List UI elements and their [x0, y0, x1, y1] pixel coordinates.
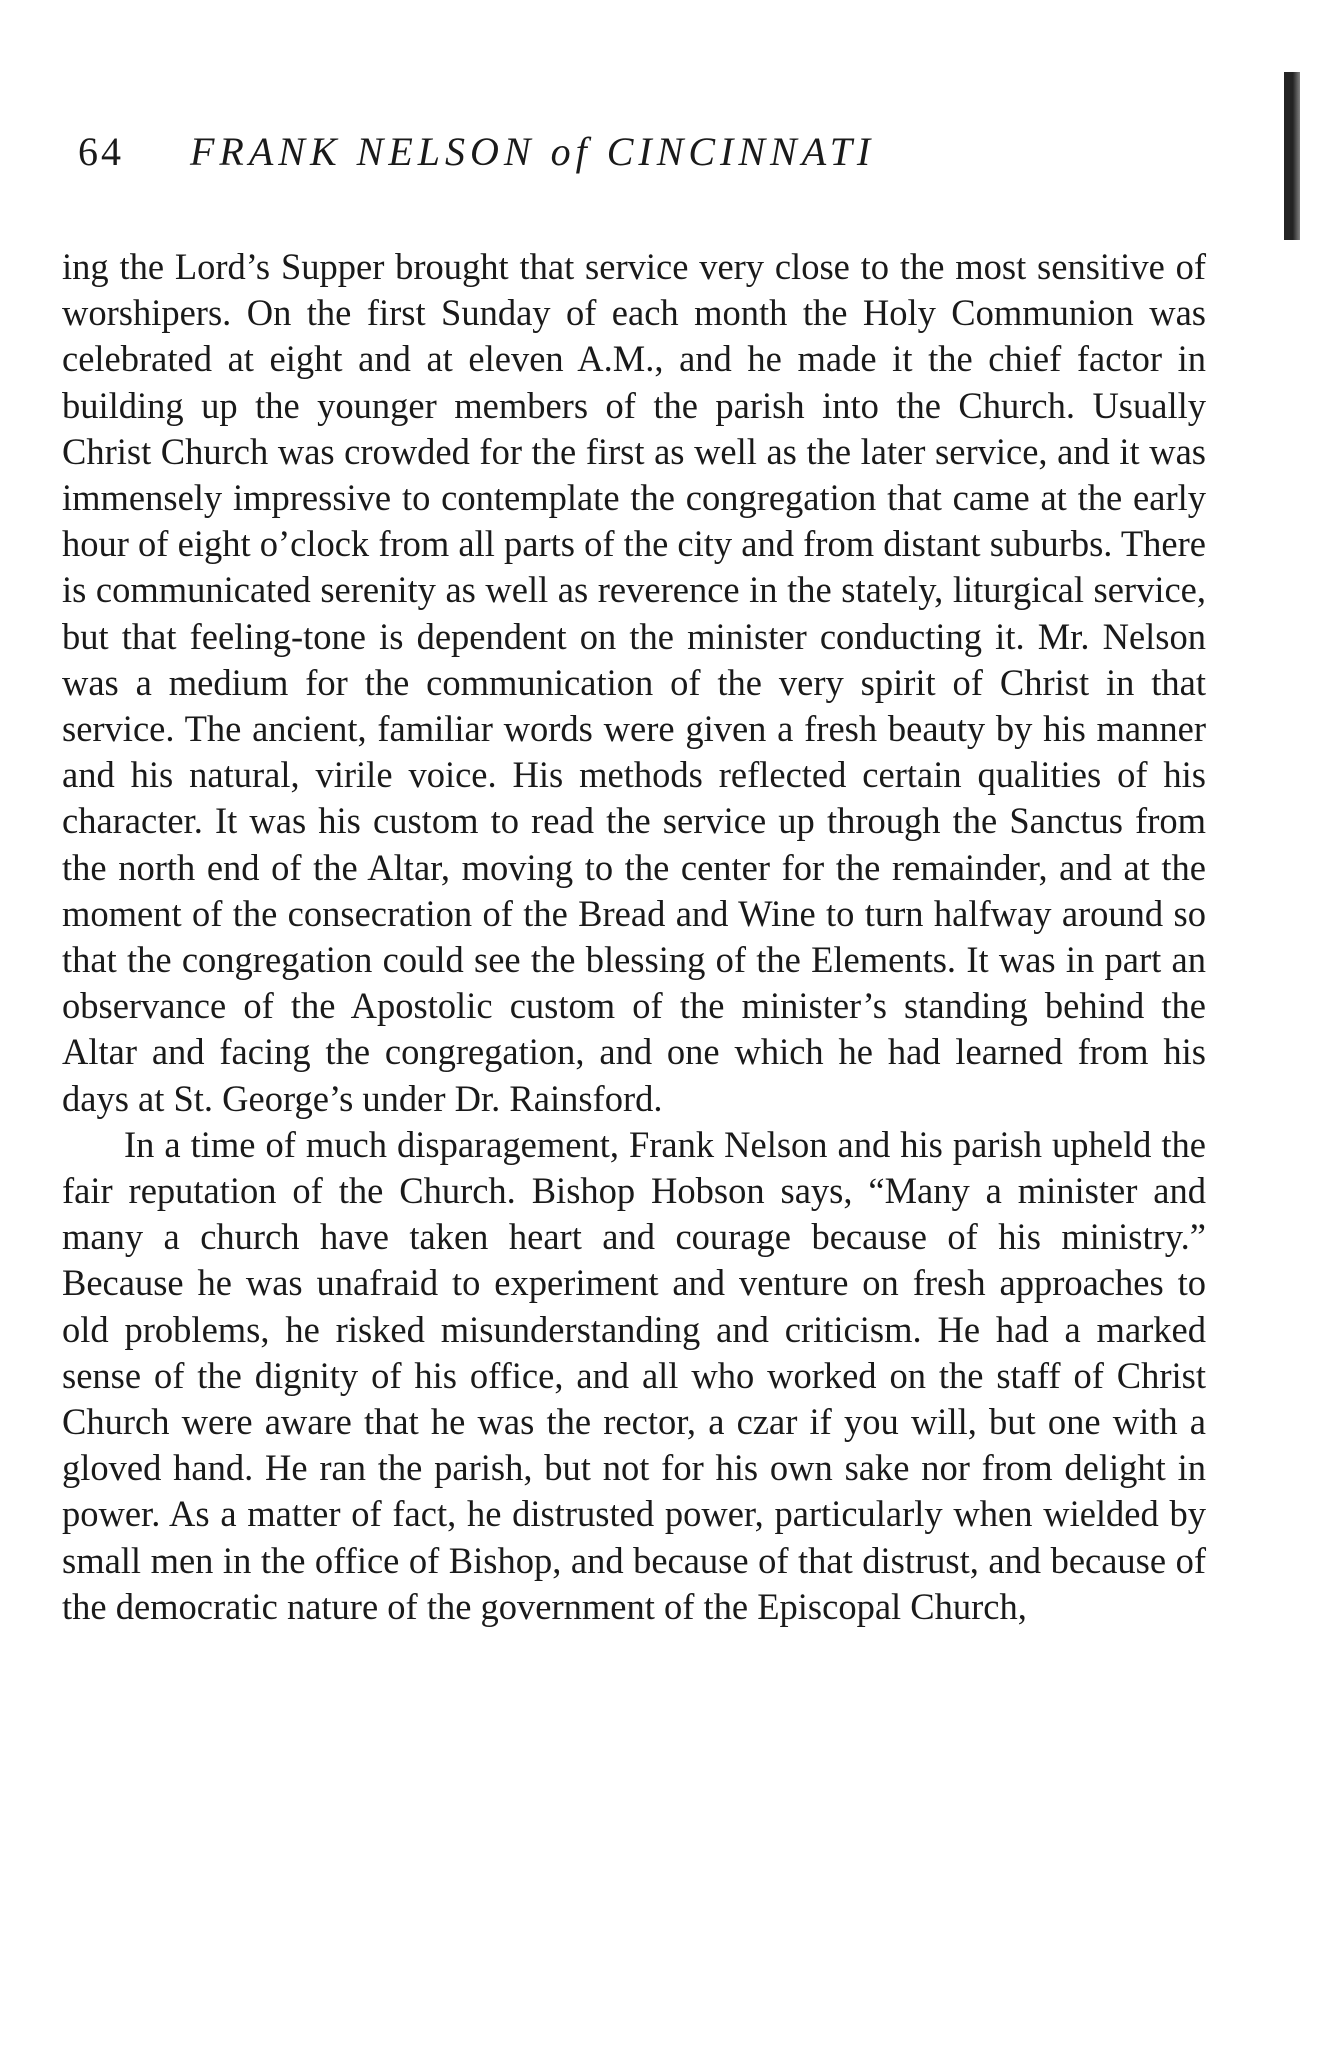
page-edge-mark: [1284, 72, 1300, 240]
body-text: [62, 244, 1206, 1630]
paragraph: In a time of much disparagement, Frank Nelson and his parish upheld the fair reputation of the Church. Bishop Hobson says, “Many a minister and many a church have taken heart and courage because of his ministry.” Because he was unafraid to experiment and venture on fresh approaches to old problems, he risked misunderstanding and criticism. He had a marked sense of the dignity of his office, and all who worked on the staff of Christ Church were aware that he was the rector, a czar if you will, but one with a gloved hand. He ran the parish, but not for his own sake nor from delight in power. As a matter of fact, he distrusted power, particularly when wielded by small men in the office of Bishop, and because of that distrust, and because of the democratic nature of the government of the Episcopal Church,: [62, 1123, 1206, 1627]
page-number: 64: [78, 129, 124, 174]
running-title: FRANK NELSON of CINCINNATI: [190, 129, 876, 174]
paragraph-continued: ing the Lord’s Supper brought that service very close to the most sensitive of worshipers. On the first Sunday of each month the Holy Communion was celebrated at eight and at eleven A.M., and he made it the chief factor in building up the younger members of the parish into the Church. Usually Christ Church was crowded for the first as well as the later service, and it was immensely impressive to contemplate the congregation that came at the early hour of eight o’clock from all parts of the city and from distant suburbs. There is communicated serenity as well as reverence in the stately, liturgical service, but that feeling-tone is dependent on the minister conducting it. Mr. Nelson was a medium for the communication of the very spirit of Christ in that service. The ancient, familiar words were given a fresh beauty by his manner and his natural, virile voice. His methods reflected certain qualities of his character. It was his custom to read the service up through the Sanctus from the north end of the Altar, moving to the center for the remainder, and at the moment of the consecration of the Bread and Wine to turn halfway around so that the congregation could see the blessing of the Elements. It was in part an observance of the Apostolic custom of the minister’s standing behind the Altar and facing the congregation, and one which he had learned from his days at St. George’s under Dr. Rainsford.: [62, 246, 1206, 1119]
page-header: [78, 128, 1258, 188]
